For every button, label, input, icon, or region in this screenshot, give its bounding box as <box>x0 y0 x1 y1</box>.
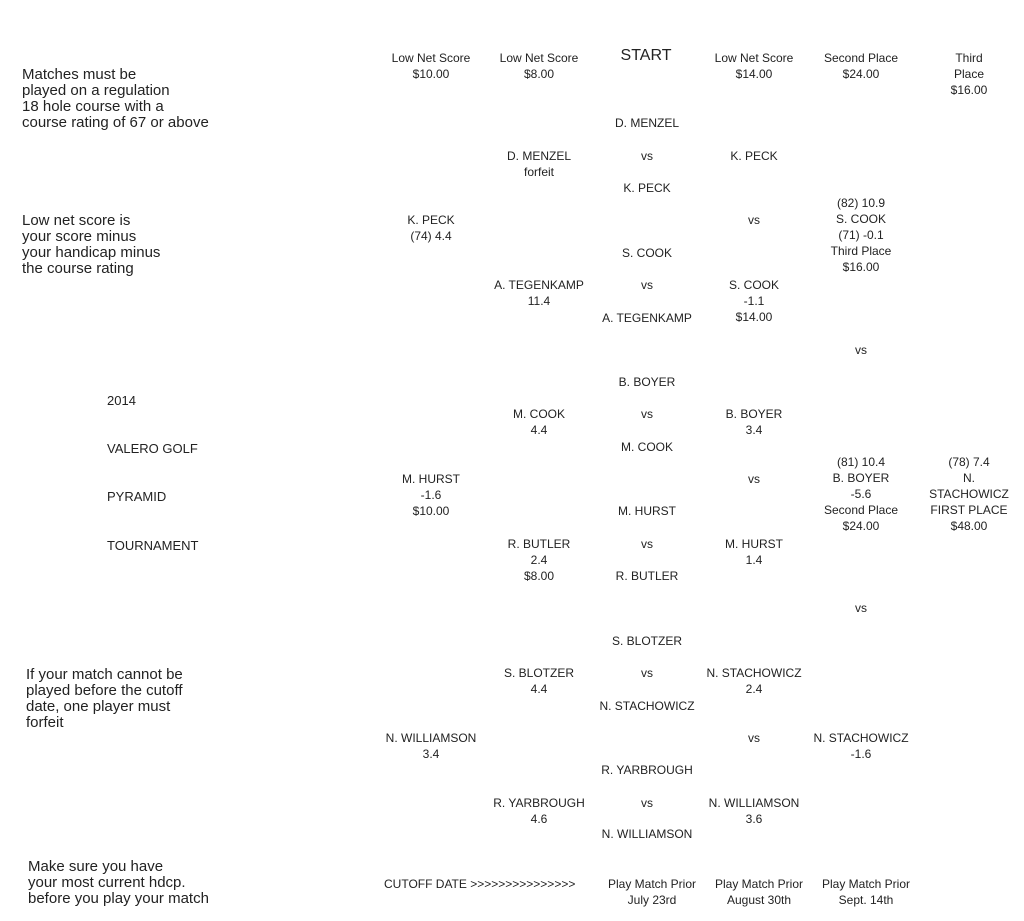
start-player: N. STACHOWICZ <box>599 699 695 713</box>
semifinal-result-bottom: (81) 10.4 B. BOYER -5.6 Second Place $24.00 <box>823 455 899 533</box>
vs-label: vs <box>748 213 760 227</box>
header-second-place: Second Place $24.00 <box>823 51 899 81</box>
vs-label: vs <box>748 472 760 486</box>
match-player-right: M. HURST 1.4 <box>725 537 783 567</box>
tournament-name-line1: VALERO GOLF <box>107 441 198 456</box>
start-player: K. PECK <box>623 181 671 195</box>
start-player: R. YARBROUGH <box>601 763 693 777</box>
start-player: B. BOYER <box>618 375 676 389</box>
start-player: M. HURST <box>618 504 676 518</box>
final-winner: (78) 7.4 N. STACHOWICZ FIRST PLACE $48.00 <box>929 455 1009 533</box>
vs-label: vs <box>748 731 760 745</box>
tournament-year: 2014 <box>107 393 136 408</box>
match-player-left: A. TEGENKAMP 11.4 <box>494 278 584 308</box>
tournament-name-line2: PYRAMID <box>107 489 167 504</box>
vs-label: vs <box>641 796 653 810</box>
match-player-left: R. YARBROUGH 4.6 <box>493 796 585 826</box>
rule-cutoff-forfeit: If your match cannot be played before the cutoff date, one player must forfeit <box>26 666 183 731</box>
match-player-left: D. MENZEL forfeit <box>506 149 572 179</box>
cutoff-date-round1: Play Match Prior July 23rd <box>607 877 697 907</box>
match-player-right: N. STACHOWICZ 2.4 <box>706 666 802 696</box>
vs-label: vs <box>641 537 653 551</box>
start-player: D. MENZEL <box>614 116 680 130</box>
round-player-right: N. STACHOWICZ -1.6 <box>813 731 909 761</box>
semifinal-result-top: (82) 10.9 S. COOK (71) -0.1 Third Place $16.00 <box>830 196 892 274</box>
match-player-right: S. COOK -1.1 $14.00 <box>728 278 780 324</box>
match-player-left: M. COOK 4.4 <box>512 407 566 437</box>
vs-label: vs <box>641 666 653 680</box>
round-player-left: M. HURST -1.6 $10.00 <box>402 472 460 518</box>
header-round3-prize: Low Net Score $10.00 <box>391 51 471 81</box>
header-round2b-prize: Low Net Score $14.00 <box>714 51 794 81</box>
vs-label: vs <box>855 601 867 615</box>
rule-current-handicap: Make sure you have your most current hdcp. before you play your match <box>28 858 209 907</box>
start-player: S. BLOTZER <box>611 634 683 648</box>
header-start: START <box>620 47 672 64</box>
vs-label: vs <box>641 149 653 163</box>
vs-label: vs <box>641 407 653 421</box>
round-player-left: N. WILLIAMSON 3.4 <box>385 731 477 761</box>
rule-regulation-course: Matches must be played on a regulation 18 hole course with a course rating of 67 or above <box>22 66 209 131</box>
vs-label: vs <box>855 343 867 357</box>
rule-low-net-score: Low net score is your score minus your handicap minus the course rating <box>22 212 161 277</box>
vs-label: vs <box>641 278 653 292</box>
match-player-right: K. PECK <box>730 149 778 163</box>
start-player: R. BUTLER <box>615 569 679 583</box>
header-round2-prize: Low Net Score $8.00 <box>499 51 579 81</box>
round-player-left: K. PECK (74) 4.4 <box>407 213 455 243</box>
match-player-right: B. BOYER 3.4 <box>725 407 783 437</box>
start-player: A. TEGENKAMP <box>602 311 692 325</box>
tournament-name-line3: TOURNAMENT <box>107 538 199 553</box>
start-player: M. COOK <box>620 440 674 454</box>
header-third-place: Third Place $16.00 <box>950 51 988 97</box>
match-player-right: N. WILLIAMSON 3.6 <box>708 796 800 826</box>
match-player-left: R. BUTLER 2.4 $8.00 <box>507 537 571 583</box>
start-player: S. COOK <box>621 246 673 260</box>
match-player-left: S. BLOTZER 4.4 <box>503 666 575 696</box>
cutoff-date-round3: Play Match Prior Sept. 14th <box>821 877 911 907</box>
start-player: N. WILLIAMSON <box>601 827 693 841</box>
cutoff-date-label: CUTOFF DATE >>>>>>>>>>>>>>> <box>384 877 576 891</box>
cutoff-date-round2: Play Match Prior August 30th <box>714 877 804 907</box>
